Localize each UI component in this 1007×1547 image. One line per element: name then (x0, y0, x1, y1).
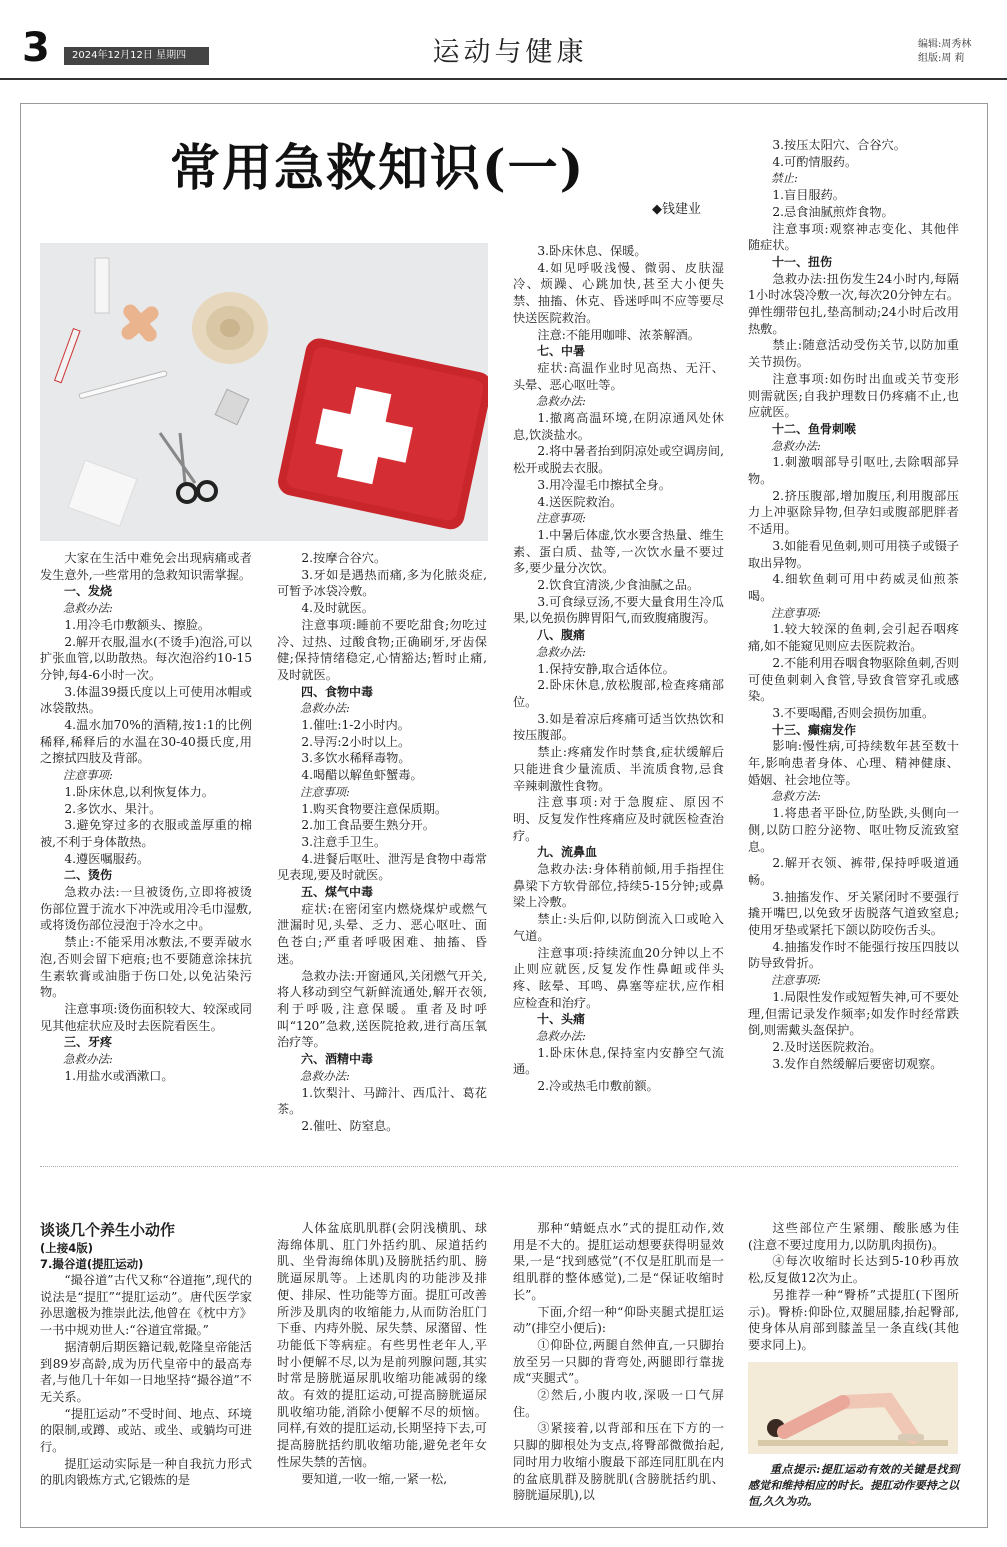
paragraph: 1.刺激咽部导引呕吐,去除咽部异物。 (748, 455, 959, 487)
lower-column-3 (513, 1220, 724, 1504)
paragraph: 另推荐一种“臀桥”式提肛(下图所示)。臀桥:仰卧位,双腿屈膝,抬起臀部,使身体从肩部到膝盖呈一条直线(其他要求同上)。 (748, 1287, 959, 1352)
paragraph: 3.避免穿过多的衣服或盖厚重的棉被,不利于身体散热。 (40, 818, 252, 849)
paragraph: 这些部位产生紧绷、酸胀感为佳(注意不要过度用力,以防肌肉损伤)。 (748, 1221, 959, 1252)
glute-bridge-illustration (748, 1362, 958, 1454)
paragraph: 1.卧床休息,以利恢复体力。 (64, 784, 214, 799)
paragraph: 3.如是着凉后疼痛可适当饮热饮和按压腹部。 (513, 711, 724, 743)
paragraph: “撮谷道”古代又称“谷道拖”,现代的说法是“提肛”“提肛运动”。唐代医学家孙思邈极为推崇此法,他曾在《枕中方》一书中规劝世人:“谷道宜常撮。” (40, 1273, 252, 1338)
paragraph: 2.将中暑者抬到阴凉处或空调房间,松开或脱去衣服。 (513, 444, 724, 476)
subsection-label: 急救办法: (63, 1052, 113, 1067)
section-heading: 一、发烧 (64, 584, 113, 599)
paragraph: 1.饮梨汁、马蹄汁、西瓜汁、葛花茶。 (277, 1085, 487, 1117)
lower-column-4 (748, 1220, 959, 1354)
paragraph: 2.及时送医院救治。 (772, 1039, 882, 1054)
subsection-label: 注意事项: (300, 784, 350, 799)
paragraph: 4.抽搐发作时不能强行按压四肢以防导致骨折。 (748, 939, 959, 971)
paragraph: 1.保持安静,取合适体位。 (537, 661, 675, 676)
paragraph: 4.如见呼吸浅慢、微弱、皮肤湿冷、烦躁、心跳加快,甚至大小便失禁、抽搐、休克、昏迷呼叫不应等要尽快送医院救治。 (513, 260, 724, 325)
article-headline: 常用急救知识(一) (170, 138, 586, 197)
paragraph: ④每次收缩时长达到5-10秒再放松,反复做12次为止。 (748, 1254, 959, 1286)
subsection-label: 急救办法: (536, 1029, 586, 1044)
paragraph: 1.盲目服药。 (772, 188, 845, 203)
section-heading: 九、流鼻血 (537, 845, 598, 860)
editor-credits (918, 38, 971, 66)
section-heading: 六、酒精中毒 (301, 1052, 374, 1067)
lower-column-1-body (40, 1272, 252, 1489)
paragraph: 据清朝后期医籍记载,乾隆皇帝能活到89岁高龄,成为历代皇帝中的最高寿者,与他几十年如一日地坚持“撮谷道”不无关系。 (40, 1339, 252, 1404)
paragraph: 急救办法:开窗通风,关闭燃气开关,将人移动到空气新鲜流通处,解开衣领,利于呼吸,注意保暖。重者及时呼叫“120”急救,送医院抢救,进行高压氧治疗等。 (277, 968, 487, 1050)
paragraph: ③紧接着,以背部和压在下方的一只脚的脚根处为支点,将臀部微微抬起,同时用力收缩小腹最下部连同肛肌在内的盆底肌群及膀胱肌(含膀胱括约肌、膀胱逼尿肌),以 (513, 1421, 724, 1503)
paragraph: 3.用冷湿毛巾擦拭全身。 (537, 477, 671, 492)
paragraph: 症状:在密闭室内燃烧煤炉或燃气泄漏时见,头晕、乏力、恶心呕吐、面色苍白;严重者呼吸困难、抽搐、昏迷。 (277, 901, 487, 966)
paragraph: 3.可食绿豆汤,不要大量食用生冷瓜果,以免损伤脾胃阳气,而致腹痛腹泻。 (513, 594, 724, 626)
paragraph: 3.按压太阳穴、合谷穴。 (772, 138, 906, 152)
paragraph: 注意事项:烫伤面积较大、较深或同见其他症状应及时去医院看医生。 (40, 1001, 252, 1033)
paragraph: 1.用冷毛巾敷额头、擦脸。 (64, 617, 211, 632)
paragraph: 2.加工食品要生熟分开。 (301, 818, 435, 833)
subsection-label: 注意事项: (771, 973, 821, 988)
paragraph: 1.用盐水或酒漱口。 (64, 1068, 174, 1083)
paragraph: 注意事项:观察神志变化、其他伴随症状。 (748, 221, 959, 253)
paragraph: 禁止:头后仰,以防倒流入口或呛入气道。 (513, 912, 724, 943)
section-heading: 二、烫伤 (64, 868, 113, 883)
paragraph: 急救办法:扭伤发生24小时内,每隔1小时冰袋冷敷一次,每次20分钟左右。弹性绷带包扎,垫高制动;24小时后改用热敷。 (748, 271, 959, 336)
paragraph: 4.可酌情服药。 (772, 154, 858, 169)
section-heading: 三、牙疼 (64, 1035, 113, 1050)
section-heading: 十三、癫痫发作 (772, 722, 857, 737)
subsection-label: 急救办法: (536, 394, 586, 409)
subsection-label: 禁止: (771, 171, 798, 186)
lower-column-1 (40, 1220, 252, 1489)
paragraph: “提肛运动”不受时间、地点、环境的限制,或蹲、或站、或坐、或躺均可进行。 (40, 1406, 252, 1455)
paragraph: 大家在生活中难免会出现病痛或者发生意外,一些常用的急救知识需掌握。 (40, 551, 252, 582)
section-heading: 十一、扭伤 (772, 254, 833, 269)
paragraph: 2.导泻:2小时以上。 (301, 734, 411, 749)
paragraph: 急救办法:身体稍前倾,用手指捏住鼻梁下方软骨部位,持续5-15分钟;或鼻梁上冷敷。 (513, 862, 724, 910)
paragraph: 2.冷或热毛巾敷前额。 (537, 1079, 659, 1094)
subsection-label: 急救办法: (771, 438, 821, 453)
section-heading: 八、腹痛 (537, 628, 586, 643)
paragraph: 2.解开衣服,温水(不烫手)泡浴,可以扩张血管,以助散热。每次泡浴约10-15分钟,每4-6小时一次。 (40, 634, 252, 682)
subsection-label: 急救方法: (771, 789, 821, 804)
paragraph: 提肛运动实际是一种自我抗力形式的肌肉锻炼方式,它锻炼的是 (40, 1456, 252, 1488)
lower-subtitle: 7.撮谷道(提肛运动) (40, 1257, 144, 1271)
lower-title: 谈谈几个养生小动作 (40, 1221, 176, 1239)
paragraph: 症状:高温作业时见高热、无汗、头晕、恶心呕吐等。 (513, 360, 724, 392)
paragraph: 注意事项:如伤时出血或关节变形则需就医;自我护理数日仍疼痛不止,也应就医。 (748, 371, 959, 420)
article-column-1 (40, 550, 252, 1085)
subsection-label: 急救办法: (63, 601, 113, 616)
paragraph: 2.饮食宜清淡,少食油腻之品。 (537, 578, 700, 593)
paragraph: 2.卧床休息,放松腹部,检查疼痛部位。 (513, 678, 724, 709)
section-heading: 十、头痛 (537, 1012, 586, 1027)
paragraph: 注意事项:持续流血20分钟以上不止则应就医,反复发作性鼻衄或伴头疼、眩晕、耳鸣、鼻塞等症状,应作相应检查和治疗。 (513, 945, 724, 1010)
paragraph: 1.较大较深的鱼刺,会引起吞咽疼痛,如不能窥见则应去医院救治。 (748, 622, 959, 654)
layout-name: 组版:周 莉 (918, 53, 965, 64)
section-heading: 七、中暑 (537, 344, 586, 359)
first-aid-photo (40, 243, 488, 541)
article-column-3 (513, 243, 724, 1095)
paragraph: 下面,介绍一种“仰卧夹腿式提肛运动”(排空小便后): (513, 1304, 724, 1336)
issue-date: 2024年12月12日 星期四 (64, 47, 209, 65)
subsection-label: 急救办法: (300, 701, 350, 716)
paragraph: ①仰卧位,两腿自然伸直,一只脚抬放至另一只脚的背弯处,两腿即行靠拢成“夹腿式”。 (513, 1337, 724, 1386)
paragraph: 2.不能利用吞咽食物驱除鱼刺,否则可使鱼刺刺入食管,导致食管穿孔或感染。 (748, 655, 959, 704)
paragraph: 那种“蜻蜓点水”式的提肛动作,效用是不大的。提肛运动想要获得明显效果,一是“找到感觉”(不仅是肛肌而是一组肌群的整体感觉),二是“保证收缩时长”。 (513, 1221, 724, 1302)
page-number: 3 (22, 25, 50, 71)
paragraph: 急救办法:一旦被烫伤,立即将被烫伤部位置于流水下冲洗或用冷毛巾湿敷,或将烫伤部位浸泡于冷水之中。 (40, 885, 252, 933)
first-aid-kit-illustration (40, 243, 488, 541)
section-heading: 五、煤气中毒 (301, 885, 374, 900)
paragraph: 4.及时就医。 (301, 601, 374, 616)
paragraph: 禁止:疼痛发作时禁食,症状缓解后只能进食少量流质、半流质食物,忌食辛辣刺激性食物。 (513, 745, 724, 793)
section-divider (40, 1166, 958, 1167)
section-title: 运动与健康 (432, 37, 588, 68)
paragraph: 1.催吐:1-2小时内。 (301, 718, 410, 733)
subsection-label: 注意事项: (63, 768, 113, 783)
paragraph: 2.按摩合谷穴。 (301, 551, 387, 565)
section-heading: 十二、鱼骨刺喉 (772, 421, 857, 436)
subsection-label: 急救办法: (536, 644, 586, 659)
subsection-label: 注意事项: (771, 605, 821, 620)
paragraph: 3.体温39摄氏度以上可使用冰帽或冰袋散热。 (40, 684, 252, 716)
article-author: ◆钱建业 (652, 202, 701, 217)
paragraph: 1.局限性发作或短暂失神,可不要处理,但需记录发作频率;如发作时经常跌倒,则需戴头盔保护。 (748, 989, 959, 1038)
article-column-4 (748, 137, 959, 1072)
paragraph: 3.不要喝醋,否则会损伤加重。 (772, 705, 935, 720)
paragraph: 3.抽搐发作、牙关紧闭时不要强行撬开嘴巴,以免致牙齿脱落气道致窒息;使用牙垫或紧托下颌以防咬伤舌头。 (748, 889, 959, 938)
paragraph: 禁止:不能采用冰敷法,不要弄破水泡,否则会留下疤痕;也不要随意涂抹抗生素软膏或油脂于伤口处,以免沾染污物。 (40, 935, 252, 1000)
paragraph: 2.多饮水、果汁。 (64, 801, 162, 816)
paragraph: 注意事项:睡前不要吃甜食;勿吃过冷、过热、过酸食物;正确刷牙,牙齿保健;保持情绪稳定,心情豁达;暂时止痛,及时就医。 (277, 617, 487, 682)
subsection-label: 急救办法: (300, 1068, 350, 1083)
paragraph: 1.中暑后体虚,饮水要含热量、维生素、蛋白质、盐等,一次饮水量不要过多,要少量分次饮。 (513, 527, 724, 576)
paragraph: 3.注意手卫生。 (301, 834, 387, 849)
paragraph: 3.发作自然缓解后要密切观察。 (772, 1056, 943, 1071)
paragraph: 1.卧床休息,保持室内安静空气流通。 (513, 1045, 724, 1077)
article-column-2 (277, 550, 487, 1135)
paragraph: 4.喝醋以解鱼虾蟹毒。 (301, 768, 423, 783)
editor-name: 编辑:周秀林 (918, 39, 972, 50)
paragraph: 2.催吐、防窒息。 (301, 1118, 399, 1133)
paragraph: 4.进餐后呕吐、泄泻是食物中毒常见表现,要及时就医。 (277, 851, 487, 883)
paragraph: 人体盆底肌肌群(会阴浅横肌、球海绵体肌、肛门外括约肌、尿道括约肌、坐骨海绵体肌)及膀胱括约肌、膀胱逼尿肌等。上述肌肉的功能涉及排便、排尿、性功能等方面。提肛可改善所涉及肌肉的收缩能力,从而防治肛门下垂、内痔外脱、尿失禁、尿潴留、性功能低下等病症。有些男性老年人,平时小便解不尽,以为是前列腺问题,其实时常是膀胱逼尿肌收缩功能减弱的缘故。有效的提肛运动,可提高膀胱逼尿肌收缩功能,消除小便解不尽的烦恼。同样,有效的提肛运动,长期坚持下去,可提高膀胱括约肌收缩功能,避免老年女性尿失禁的苦恼。 (277, 1221, 487, 1469)
lower-continued: (上接4版) (40, 1241, 94, 1255)
paragraph: 影响:慢性病,可持续数年甚至数十年,影响患者身体、心理、精神健康、婚姻、社会地位等。 (748, 739, 959, 787)
paragraph: 1.购买食物要注意保质期。 (301, 801, 448, 816)
paragraph: 3.多饮水稀释毒物。 (301, 751, 411, 766)
header-rule (0, 78, 1007, 80)
paragraph: 3.卧床休息、保暖。 (537, 244, 647, 258)
paragraph: 注意:不能用咖啡、浓茶解酒。 (537, 327, 700, 342)
paragraph: 4.遵医嘱服药。 (64, 851, 150, 866)
paragraph: 1.撤离高温环境,在阴凉通风处休息,饮淡盐水。 (513, 411, 724, 442)
paragraph: 注意事项:对于急腹症、原因不明、反复发作性疼痛应及时就医检查治疗。 (513, 795, 724, 843)
paragraph: 4.送医院救治。 (537, 494, 623, 509)
subsection-label: 注意事项: (536, 511, 586, 526)
paragraph: ②然后,小腹内收,深吸一口气屏住。 (513, 1388, 724, 1419)
paragraph: 2.解开衣领、裤带,保持呼吸道通畅。 (748, 856, 959, 887)
paragraph: 3.牙如是遇热而痛,多为化脓炎症,可暂予冰袋冷敷。 (277, 567, 487, 599)
paragraph: 1.将患者平卧位,防坠跌,头侧向一侧,以防口腔分泌物、呕吐物反流致窒息。 (748, 806, 959, 854)
bridge-pose-figure (748, 1362, 958, 1454)
paragraph: 禁止:随意活动受伤关节,以防加重关节损伤。 (748, 338, 959, 370)
paragraph: 4.细软鱼刺可用中药威灵仙煎茶喝。 (748, 572, 959, 603)
key-tip: 重点提示:提肛运动有效的关键是找到感觉和维持相应的时长。提肛动作要持之以恒,久久为功。 (748, 1463, 959, 1508)
section-heading: 四、食物中毒 (301, 684, 374, 699)
paragraph: 3.如能看见鱼刺,则可用筷子或镊子取出异物。 (748, 538, 959, 570)
paragraph: 2.挤压腹部,增加腹压,利用腹部压力上冲驱除异物,但孕妇或腹部肥胖者不适用。 (748, 488, 959, 537)
paragraph: 4.温水加70%的酒精,按1:1的比例稀释,稀释后的水温在30-40摄氏度,用之擦拭四肢及背部。 (40, 718, 252, 766)
paragraph: 要知道,一收一缩,一紧一松, (301, 1471, 448, 1486)
lower-column-2 (277, 1220, 487, 1487)
paragraph: 2.忌食油腻煎炸食物。 (772, 204, 894, 219)
